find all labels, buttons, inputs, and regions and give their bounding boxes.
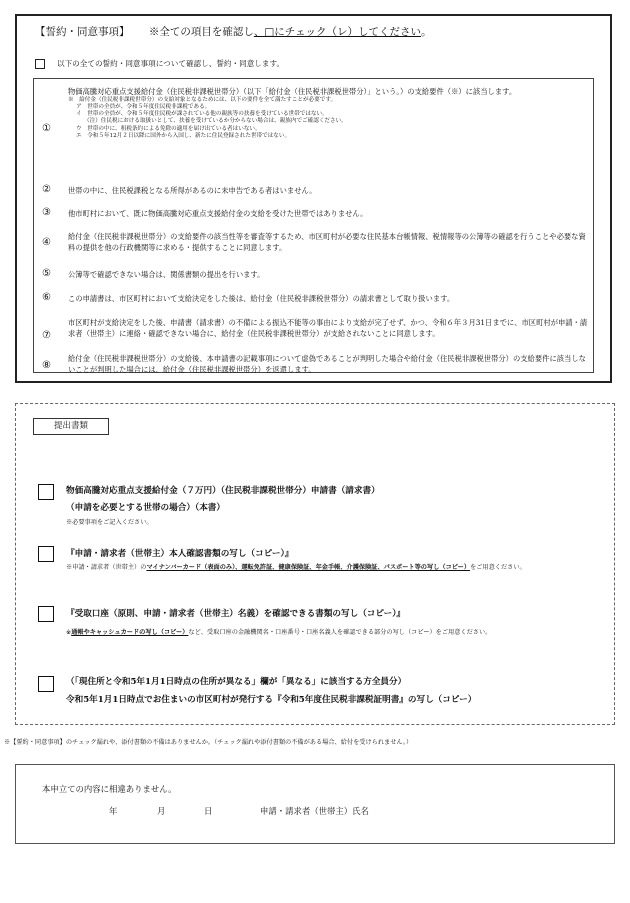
pledge-item-text: 公簿等で確認できない場合は、関係書類の提出を行います。 xyxy=(68,270,265,279)
agree-all-checkbox[interactable] xyxy=(35,59,45,69)
pledge-item-text: 給付金（住民税非課税世帯分）の支給後、本申請書の記載事項について虚偽であることが判明した場合や給付金（住民税非課税世帯分）の支給要件に該当しないことが判明した場合には、給付金（住民税非課税世帯分）を返還します。 xyxy=(68,354,586,375)
pledge-item-note: ウ 世帯の中に、租税条約による免除の適用を届け出ている者はいない。 xyxy=(76,125,261,132)
applicant-name-label: 申請・請求者（世帯主）氏名 xyxy=(260,806,369,816)
pledge-item-number: ⑥ xyxy=(42,292,51,303)
year-label: 年 xyxy=(109,806,118,816)
pledge-item-number: ⑤ xyxy=(42,268,51,279)
document-4-checkbox[interactable] xyxy=(38,676,54,692)
document-3-title: 『受取口座（原則、申請・請求者（世帯主）名義）を確認できる書類の写し（コピー）』 xyxy=(66,609,406,619)
pledge-item-number: ① xyxy=(42,123,51,134)
day-label: 日 xyxy=(204,806,213,816)
pledge-section xyxy=(15,14,612,383)
pledge-item-number: ⑧ xyxy=(42,360,51,371)
documents-section xyxy=(15,403,615,725)
document-4-title: （「現住所と令和5年1月1日時点の住所が異なる」欄が「異なる」に該当する方全員分） 令和5年1月1日時点でお住まいの市区町村が発行する『令和5年度住民税非課税証明書』の写し（コピー） xyxy=(66,677,477,705)
pledge-item-note: （注）住民税における取扱いとして、扶養を受けているか分からない場合は、親族内でご確認ください。 xyxy=(84,118,347,125)
pledge-item-text: 世帯の中に、住民税課税となる所得があるのに未申告である者はいません。 xyxy=(68,186,317,195)
declaration-text: 本申立ての内容に相違ありません。 xyxy=(42,784,177,794)
document-2-checkbox[interactable] xyxy=(38,546,54,562)
pledge-item-text: 給付金（住民税非課税世帯分）の支給要件の該当性等を審査等するため、市区町村が必要な住民基本台帳情報、税情報等の公簿等の確認を行うことや必要な資料の提供を他の行政機関等に求める・提供することに同意します。 xyxy=(68,232,586,253)
pledge-items-table xyxy=(33,78,594,373)
pledge-item-number: ⑦ xyxy=(42,330,51,341)
document-1-checkbox[interactable] xyxy=(38,484,54,500)
month-label: 月 xyxy=(157,806,166,816)
document-1-title: 物価高騰対応重点支援給付金（７万円）（住民税非課税世帯分）申請書（請求書） （申請を必要とする世帯の場合）（本書） xyxy=(66,486,380,513)
footnote: ※【誓約・同意事項】のチェック漏れや、添付書類の不備はありませんか。（チェック漏れや添付書類の不備がある場合、給付を受けられません。） xyxy=(4,739,413,746)
pledge-item-number: ④ xyxy=(42,237,51,248)
document-3-checkbox[interactable] xyxy=(38,606,54,622)
pledge-item-note: エ 令和５年12月２日以降に国外から入国し、新たに住民登録された世帯ではない。 xyxy=(76,132,291,139)
document-2-title: 『申請・請求者（世帯主）本人確認書類の写し（コピー）』 xyxy=(66,549,294,559)
declaration-section xyxy=(15,764,615,844)
pledge-item-note: イ 世帯の全員が、令和５年度住民税が課されている他の親族等の扶養を受けている世帯ではない。 xyxy=(76,111,328,118)
document-2-note: ※申請・請求者（世帯主）のマイナンバーカード（表面のみ）、運転免許証、健康保険証、年金手帳、介護保険証、パスポート等の写し（コピー）をご用意ください。 xyxy=(66,564,526,571)
pledge-item-text: この申請書は、市区町村において支給決定をした後は、給付金（住民税非課税世帯分）の請求書として取り扱います。 xyxy=(68,294,455,303)
pledge-header xyxy=(35,24,431,39)
pledge-item-note: ア 世帯の全員が、令和５年度住民税非課税である。 xyxy=(76,104,211,111)
document-1-note: ※必要事項をご記入ください。 xyxy=(66,519,153,526)
pledge-item-text: 市区町村が支給決定をした後、申請書（請求書）の不備による振込不能等の事由により支給が完了せず、かつ、令和６年３月31日までに、市区町村が申請・請求者（世帯主）に連絡・確認できない場合に、給付金（住民税非課税世帯分）が支給されないことに同意します。 xyxy=(68,318,588,339)
agree-all-row xyxy=(35,58,284,69)
documents-label: 提出書類 xyxy=(33,418,109,435)
pledge-instruction: ※全ての項目を確認し、□にチェック（レ）してください。 xyxy=(148,26,432,38)
pledge-item-note: ※ 給付金（住民税非課税世帯分）の支給対象となるためには、以下の要件を全て満たすことが必要です。 xyxy=(68,97,337,104)
pledge-item-number: ③ xyxy=(42,207,51,218)
pledge-item-text: 他市町村において、既に物価高騰対応重点支援給付金の支給を受けた世帯ではありません。 xyxy=(68,209,368,218)
pledge-item-number: ② xyxy=(42,184,51,195)
pledge-item-text: 物価高騰対応重点支援給付金（住民税非課税世帯分）（以下「給付金（住民税非課税世帯分）」という。）の支給要件（※）に該当します。 xyxy=(68,87,517,96)
pledge-title: 【誓約・同意事項】 xyxy=(35,26,130,38)
document-3-note: ※通帳やキャッシュカードの写し（コピー）など、受取口座の金融機関名・口座番号・口座名義人を確認できる部分の写し（コピー）をご用意ください。 xyxy=(66,629,492,636)
agree-all-label: 以下の全ての誓約・同意事項について確認し、誓約・同意します。 xyxy=(57,59,285,68)
